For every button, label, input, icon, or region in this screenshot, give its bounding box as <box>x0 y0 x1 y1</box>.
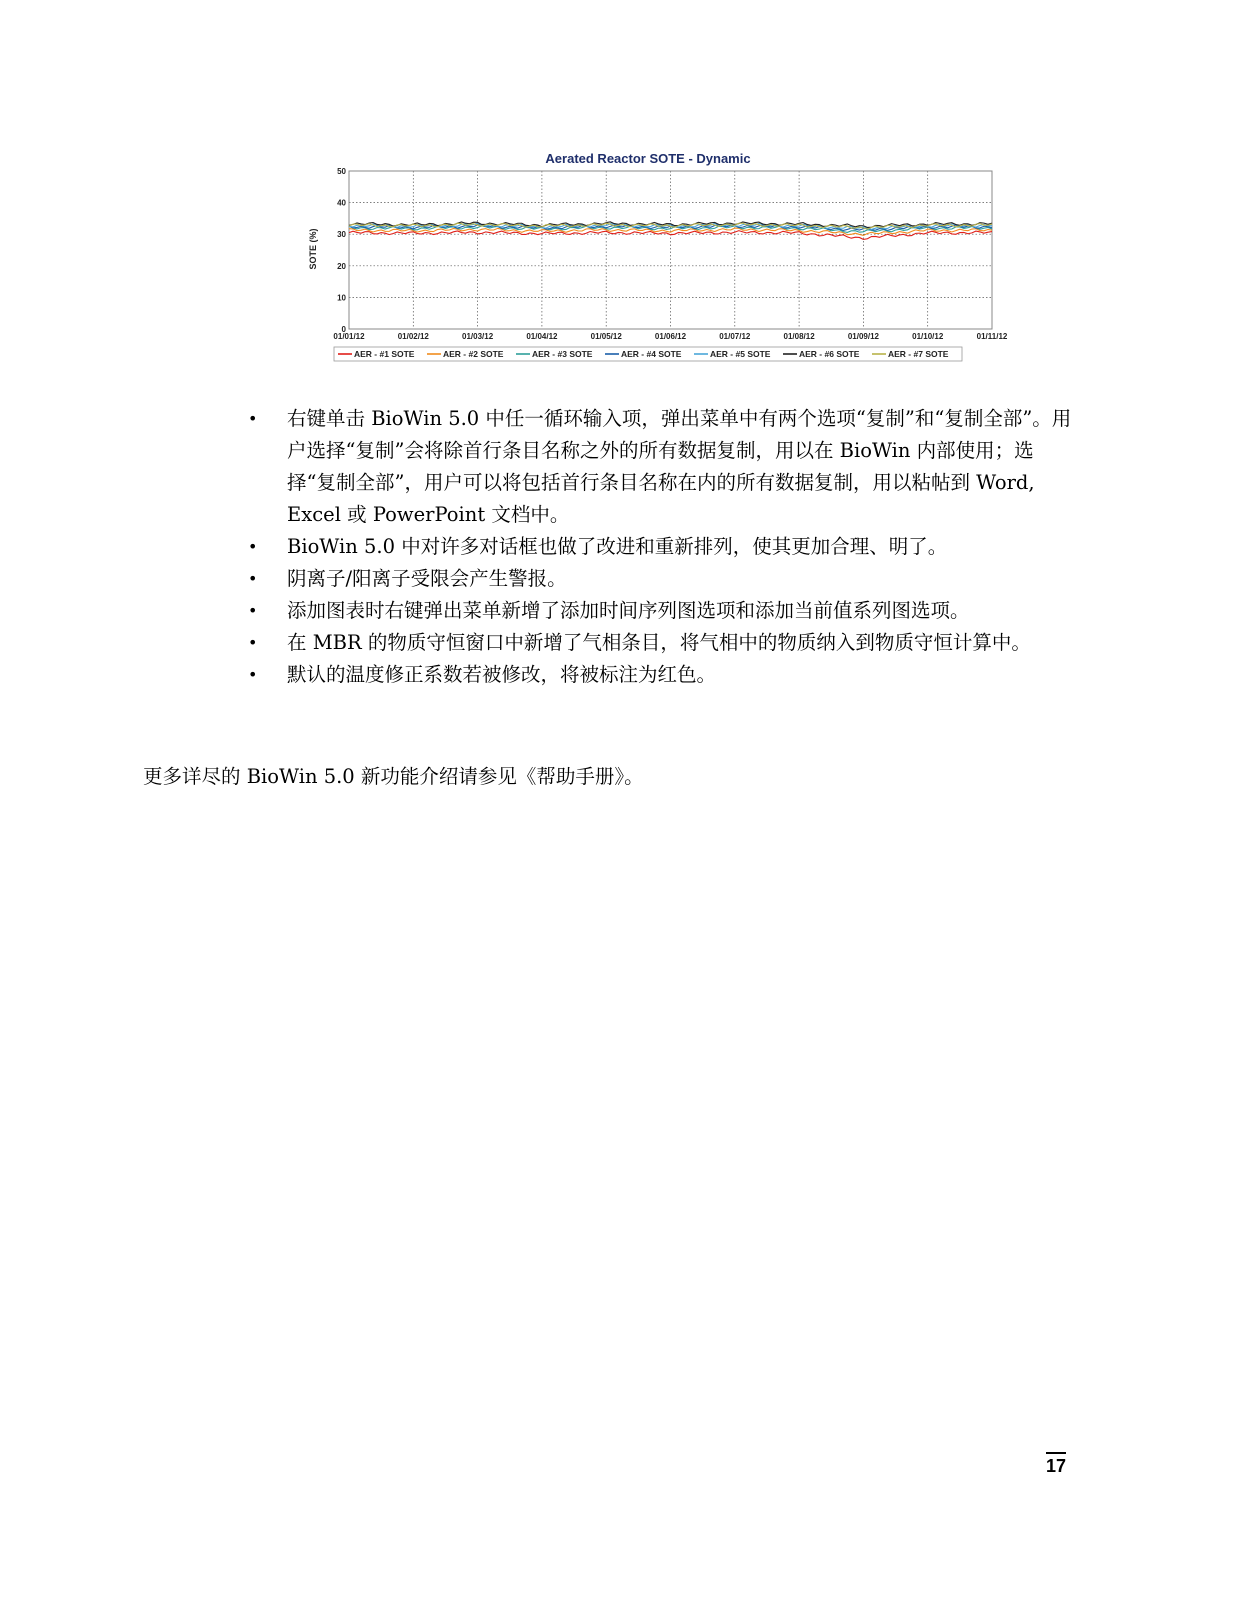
x-tick-label: 01/06/12 <box>654 332 687 341</box>
bullet-item <box>248 563 1078 595</box>
x-tick-label: 01/02/12 <box>397 332 429 341</box>
x-tick-label: 01/08/12 <box>783 332 815 341</box>
closing-paragraph: 更多详尽的 BioWin 5.0 新功能介绍请参见《帮助手册》。 <box>143 765 644 788</box>
chart-title: Aerated Reactor SOTE - Dynamic <box>545 151 751 166</box>
x-tick-label: 01/09/12 <box>847 332 879 341</box>
bullet-symbol: • <box>248 601 258 620</box>
bullet-symbol: • <box>248 537 258 556</box>
y-tick-label: 50 <box>337 167 346 176</box>
bullet-text: 默认的温度修正系数若被修改，将被标注为红色。 <box>287 663 717 686</box>
page-number: 17 <box>1046 1452 1066 1476</box>
bullet-text: 右键单击 BioWin 5.0 中任一循环输入项，弹出菜单中有两个选项“复制”和“复制全部”。用户选择“复制”会将除首行条目名称之外的所有数据复制，用以在 BioWin 内部使用；选择“复制全部”，用户可以将包括首行条目名称在内的所有数据复制，用以粘帖到 Word, Excel 或 PowerPoint 文档中。 <box>287 407 1072 526</box>
x-tick-label: 01/03/12 <box>462 332 494 341</box>
legend-label: AER - #1 SOTE <box>354 349 415 359</box>
bullet-symbol: • <box>248 633 258 652</box>
x-tick-label: 01/05/12 <box>590 332 622 341</box>
y-tick-labels <box>337 167 346 334</box>
x-tick-label: 01/10/12 <box>912 332 944 341</box>
bullet-text: 在 MBR 的物质守恒窗口中新增了气相条目，将气相中的物质纳入到物质守恒计算中。 <box>287 631 1031 654</box>
bullet-item <box>248 627 1078 659</box>
legend <box>338 349 949 359</box>
bullet-item <box>248 595 1078 627</box>
y-tick-label: 40 <box>337 198 346 208</box>
x-tick-label: 01/04/12 <box>526 332 558 341</box>
bullet-symbol: • <box>248 569 258 588</box>
legend-label: AER - #6 SOTE <box>799 349 860 359</box>
grid-lines <box>349 171 992 329</box>
chart-svg <box>300 148 1020 373</box>
bullet-text: BioWin 5.0 中对许多对话框也做了改进和重新排列，使其更加合理、明了。 <box>287 535 948 558</box>
feature-bullet-list <box>248 403 1078 691</box>
y-tick-label: 10 <box>337 293 346 303</box>
legend-label: AER - #7 SOTE <box>888 349 949 359</box>
legend-label: AER - #3 SOTE <box>532 349 593 359</box>
x-tick-label: 01/01/12 <box>333 332 365 341</box>
y-tick-label: 30 <box>337 230 346 240</box>
bullet-symbol: • <box>248 665 258 684</box>
sote-chart <box>300 148 1020 373</box>
x-tick-labels <box>333 332 1007 341</box>
x-tick-label: 01/11/12 <box>976 332 1008 341</box>
legend-label: AER - #4 SOTE <box>621 349 682 359</box>
bullet-symbol: • <box>248 409 258 428</box>
bullet-item <box>248 531 1078 563</box>
legend-label: AER - #2 SOTE <box>443 349 504 359</box>
bullet-item <box>248 403 1078 531</box>
bullet-text: 添加图表时右键弹出菜单新增了添加时间序列图选项和添加当前值系列图选项。 <box>287 599 970 622</box>
bullet-item <box>248 659 1078 691</box>
x-tick-label: 01/07/12 <box>719 332 751 341</box>
bullet-text: 阴离子/阳离子受限会产生警报。 <box>287 567 567 590</box>
y-tick-label: 0 <box>341 325 346 334</box>
y-tick-label: 20 <box>337 261 346 271</box>
y-axis-label: SOTE (%) <box>308 228 318 270</box>
legend-label: AER - #5 SOTE <box>710 349 771 359</box>
